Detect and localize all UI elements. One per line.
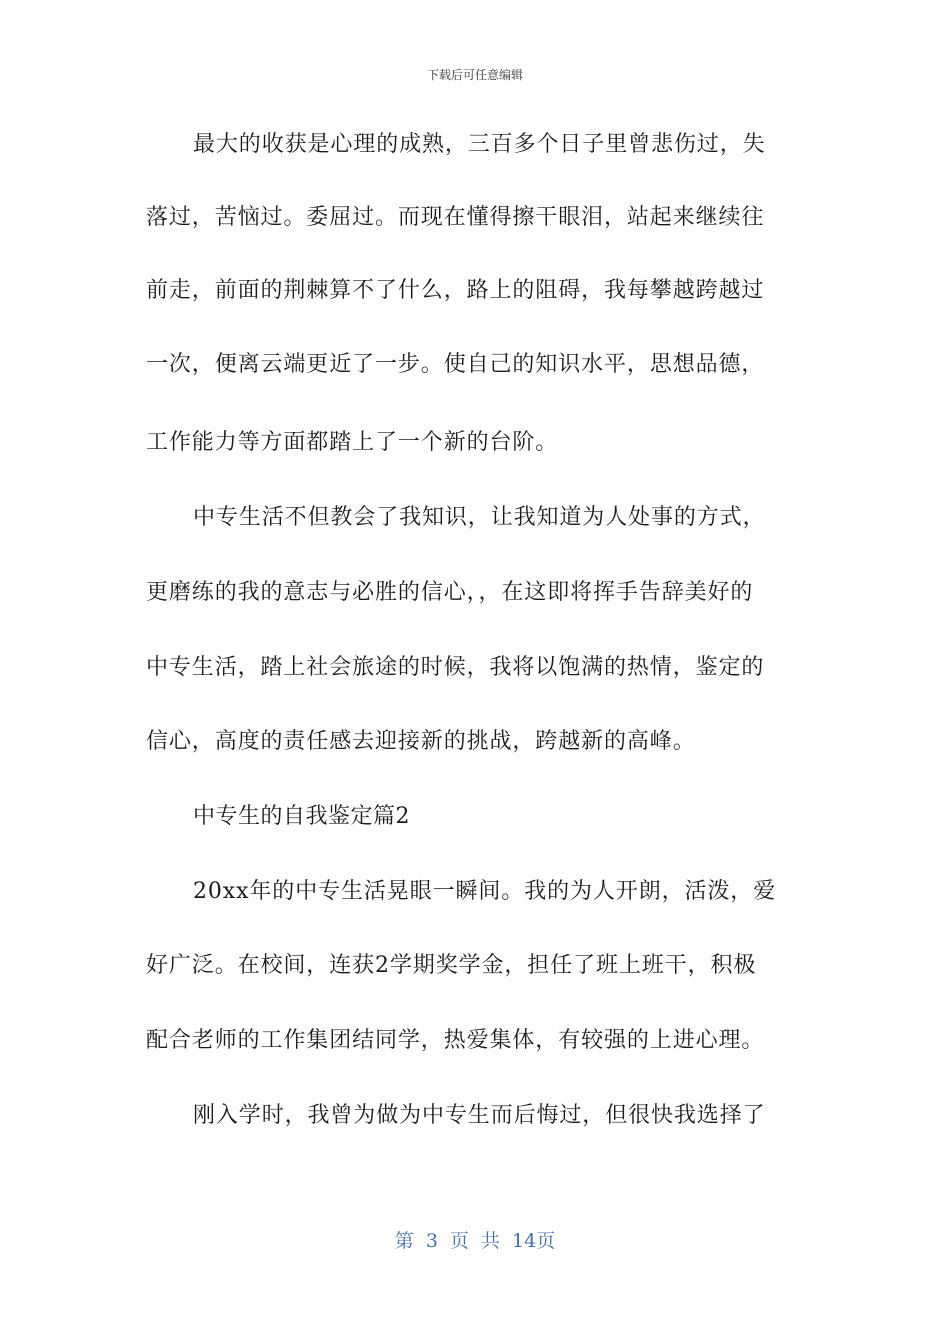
paragraph-line: 配合老师的工作集团结同学，热爱集体，有较强的上进心理。	[146, 1028, 765, 1053]
paragraph-line: 中专生活不但教会了我知识，让我知道为人处事的方式，	[193, 505, 766, 530]
paragraph-line: 信心，高度的责任感去迎接新的挑战，跨越新的高峰。	[146, 729, 696, 754]
paragraph-line: 前走，前面的荆棘算不了什么，路上的阻碍，我每攀越跨越过	[146, 278, 765, 303]
paragraph-line: 好广泛。在校间，连获2学期奖学金，担任了班上班干，积极	[146, 953, 757, 978]
page-header: 下载后可任意编辑	[426, 68, 523, 82]
paragraph-line: 最大的收获是心理的成熟，三百多个日子里曾悲伤过，失	[193, 132, 766, 157]
paragraph-line: 更磨练的我的意志与必胜的信心，，在这即将挥手告辞美好的	[146, 580, 754, 605]
page-number-footer: 第 3 页 共 14页	[394, 1230, 556, 1252]
paragraph-line: 中专生活，踏上社会旅途的时候，我将以饱满的热情，鉴定的	[146, 655, 765, 680]
paragraph-line: 工作能力等方面都踏上了一个新的台阶。	[146, 430, 559, 455]
section-heading: 中专生的自我鉴定篇2	[193, 804, 410, 829]
paragraph-line: 一次，便离云端更近了一步。使自己的知识水平，思想品德，	[146, 352, 765, 377]
paragraph-line: 20xx年的中专生活晃眼一瞬间。我的为人开朗，活泼，爱	[193, 879, 777, 904]
paragraph-line: 刚入学时，我曾为做为中专生而后悔过，但很快我选择了	[193, 1103, 766, 1128]
paragraph-line: 落过，苦恼过。委屈过。而现在懂得擦干眼泪，站起来继续往	[146, 205, 765, 230]
